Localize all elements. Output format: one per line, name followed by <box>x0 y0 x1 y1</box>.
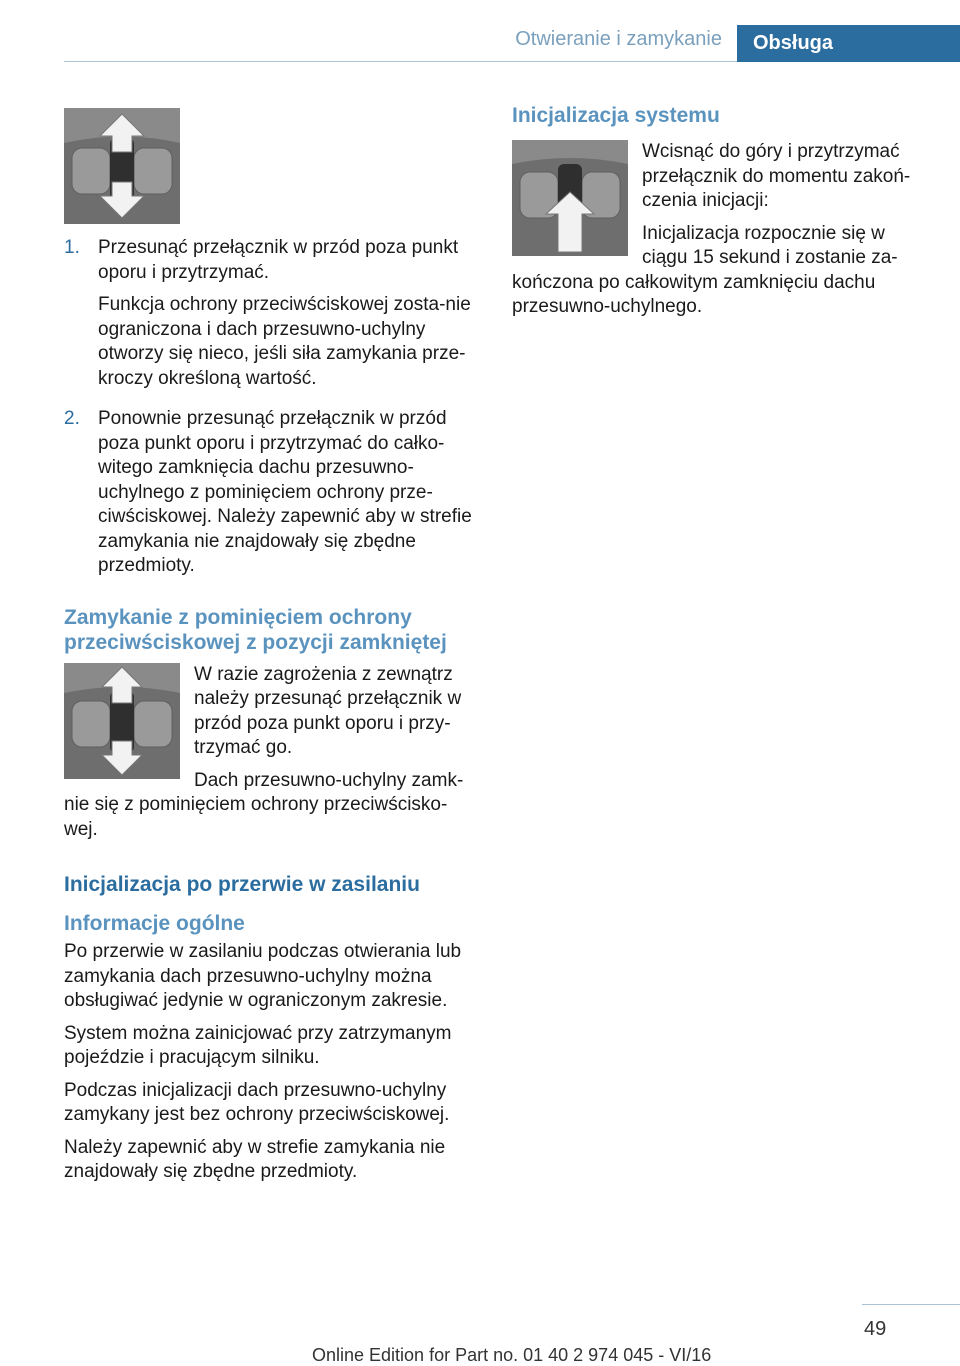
init-heading: Inicjalizacja po przerwie w zasilaniu <box>64 873 420 896</box>
page-number: 49 <box>864 1318 887 1340</box>
switch-forward-image <box>64 663 180 779</box>
step-2-text: Ponownie przesunąć przełącznik w przód poza punkt oporu i przytrzymać do całko-witego zamknięcia dachu przesuwno-uchylnego z pominięciem ochrony prze-ciwściskowej. Należy zapewnić aby w strefie zamykania nie znajdowały się zbędne przedmioty. <box>98 408 472 576</box>
general-heading: Informacje ogólne <box>64 912 245 935</box>
header-section-title: Otwieranie i zamykanie <box>515 28 722 50</box>
system-init-text-1: Wcisnąć do góry i przytrzymać przełącznik do momentu zakoń-czenia inicjacji: <box>642 141 911 211</box>
system-init-heading: Inicjalizacja systemu <box>512 104 720 127</box>
general-text-4: Należy zapewnić aby w strefie zamykania nie znajdowały się zbędne przedmioty. <box>64 1136 446 1182</box>
edition-note: Online Edition for Part no. 01 40 2 974 045 - VI/16 <box>312 1345 712 1365</box>
step-1 <box>64 236 479 399</box>
closing-text-1: W razie zagrożenia z zewnątrz należy przesunąć przełącznik w przód poza punkt oporu i przy-trzymać go. <box>194 663 462 758</box>
step-1-number: 1. <box>64 237 80 258</box>
switch-up-down-image <box>64 108 180 224</box>
general-text-1: Po przerwie w zasilaniu podczas otwierania lub zamykania dach przesuwno-uchylny można obsługiwać jedynie w ograniczonym zakresie. <box>64 941 462 1011</box>
header-chapter-tab[interactable]: Obsługa <box>737 25 960 62</box>
left-column <box>64 108 479 1193</box>
closing-block <box>64 663 479 851</box>
step-2-number: 2. <box>64 408 80 429</box>
right-column <box>512 103 927 328</box>
system-init-block <box>512 140 927 328</box>
step-1-text: Przesunąć przełącznik w przód poza punkt oporu i przytrzymać. <box>98 237 459 283</box>
step-2 <box>64 407 479 587</box>
general-text-2: System można zainicjować przy zatrzymanym pojeździe i pracującym silniku. <box>64 1022 452 1068</box>
closing-heading: Zamykanie z pominięciem ochrony przeciwściskowej z pozycji zamkniętej <box>64 605 447 654</box>
footer-rule <box>862 1304 960 1305</box>
step-1-note: Funkcja ochrony przeciwściskowej zosta-nie ograniczona i dach przesuwno-uchylny otworzy się nieco, jeśli siła zamykania prze-kroczy określoną wartość. <box>98 294 471 389</box>
general-text-3: Podczas inicjalizacji dach przesuwno-uchylny zamykany jest bez ochrony przeciwściskowej. <box>64 1079 450 1125</box>
closing-text-2: Dach przesuwno-uchylny zamk-nie się z pominięciem ochrony przeciwścisko-wej. <box>64 769 464 840</box>
system-init-text-2: Inicjalizacja rozpocznie się w ciągu 15 sekund i zostanie za-kończona po całkowitym zamknięciu dachu przesuwno-uchylnego. <box>512 222 898 317</box>
switch-press-up-image <box>512 140 628 256</box>
